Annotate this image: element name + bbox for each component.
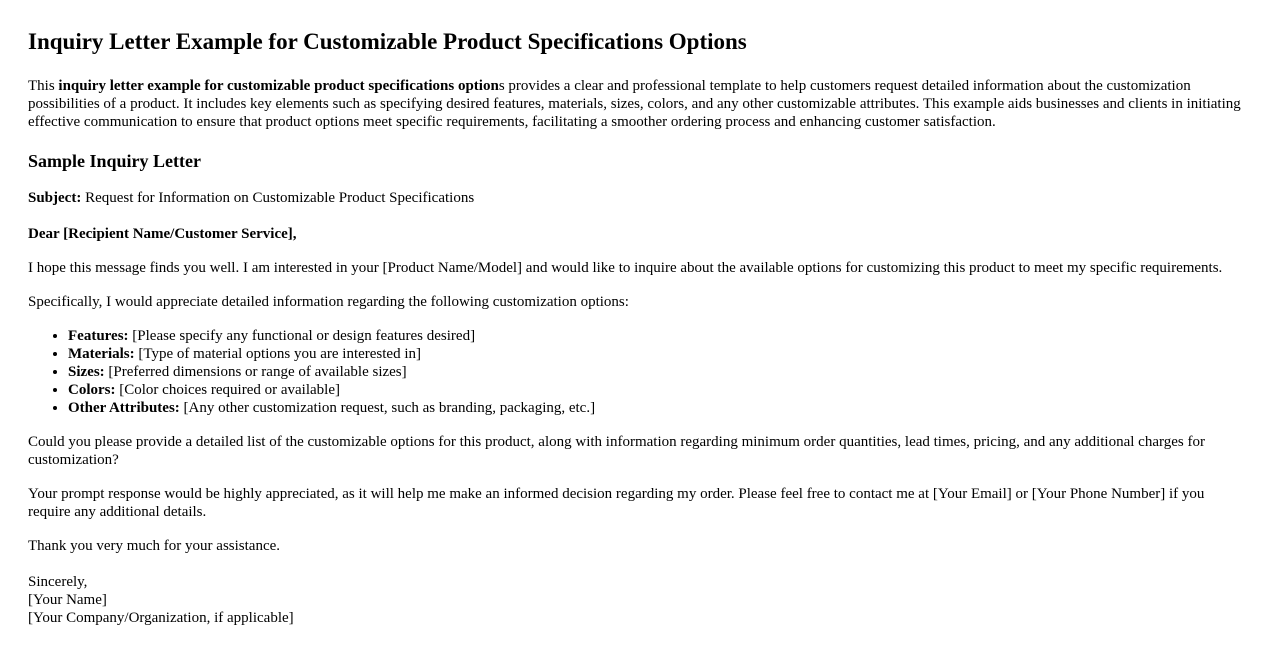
- option-text: [Color choices required or available]: [115, 382, 340, 398]
- option-text: [Please specify any functional or design features desired]: [128, 328, 476, 344]
- page-title: Inquiry Letter Example for Customizable Product Specifications Options: [28, 29, 747, 54]
- letter-salutation: Dear [Recipient Name/Customer Service],: [28, 226, 297, 242]
- letter-paragraph-4: Your prompt response would be highly appreciated, as it will help me make an informed decision regarding my order. Please feel free to contact me at [Your Email] or [Your Phone Number] if you require any additional details.: [28, 486, 1205, 520]
- letter-closing: [28, 573, 1250, 627]
- letter-paragraph-3: Could you please provide a detailed list of the customizable options for this product, along with information regarding minimum order quantities, lead times, pricing, and any additional charges for customization?: [28, 434, 1205, 468]
- subject-label: Subject:: [28, 190, 82, 206]
- option-text: [Preferred dimensions or range of available sizes]: [104, 364, 407, 380]
- option-text: [Type of material options you are interested in]: [134, 346, 421, 362]
- intro-lead: This: [28, 78, 59, 94]
- list-item: [68, 399, 1250, 417]
- signoff: Sincerely,: [28, 574, 88, 590]
- option-text: [Any other customization request, such as branding, packaging, etc.]: [179, 400, 596, 416]
- option-label: Other Attributes:: [68, 400, 180, 416]
- options-list: [28, 327, 1250, 417]
- letter-paragraph-2: Specifically, I would appreciate detailed information regarding the following customization options:: [28, 294, 629, 310]
- subject-text: Request for Information on Customizable Product Specifications: [81, 190, 475, 206]
- section-heading: Sample Inquiry Letter: [28, 151, 201, 171]
- intro-paragraph: [28, 77, 1250, 131]
- list-item: [68, 363, 1250, 381]
- list-item: [68, 327, 1250, 345]
- sender-name: [Your Name]: [28, 592, 107, 608]
- letter-subject: [28, 189, 1250, 207]
- list-item: [68, 345, 1250, 363]
- option-label: Colors:: [68, 382, 116, 398]
- list-item: [68, 381, 1250, 399]
- option-label: Materials:: [68, 346, 135, 362]
- intro-bold: inquiry letter example for customizable product specifications option: [58, 78, 499, 94]
- intro-rest: s provides a clear and professional template to help customers request detailed information about the customization possibilities of a product. It includes key elements such as specifying desired features, materials, sizes, colors, and any other customizable attributes. This example aids businesses and clients in initiating effective communication to ensure that product options meet specific requirements, facilitating a smoother ordering process and enhancing customer satisfaction.: [28, 78, 1241, 130]
- letter-paragraph-5: Thank you very much for your assistance.: [28, 538, 281, 554]
- option-label: Features:: [68, 328, 129, 344]
- sender-company: [Your Company/Organization, if applicable]: [28, 610, 294, 626]
- letter-paragraph-1: I hope this message finds you well. I am interested in your [Product Name/Model] and would like to inquire about the available options for customizing this product to meet my specific requirements.: [28, 260, 1223, 276]
- option-label: Sizes:: [68, 364, 105, 380]
